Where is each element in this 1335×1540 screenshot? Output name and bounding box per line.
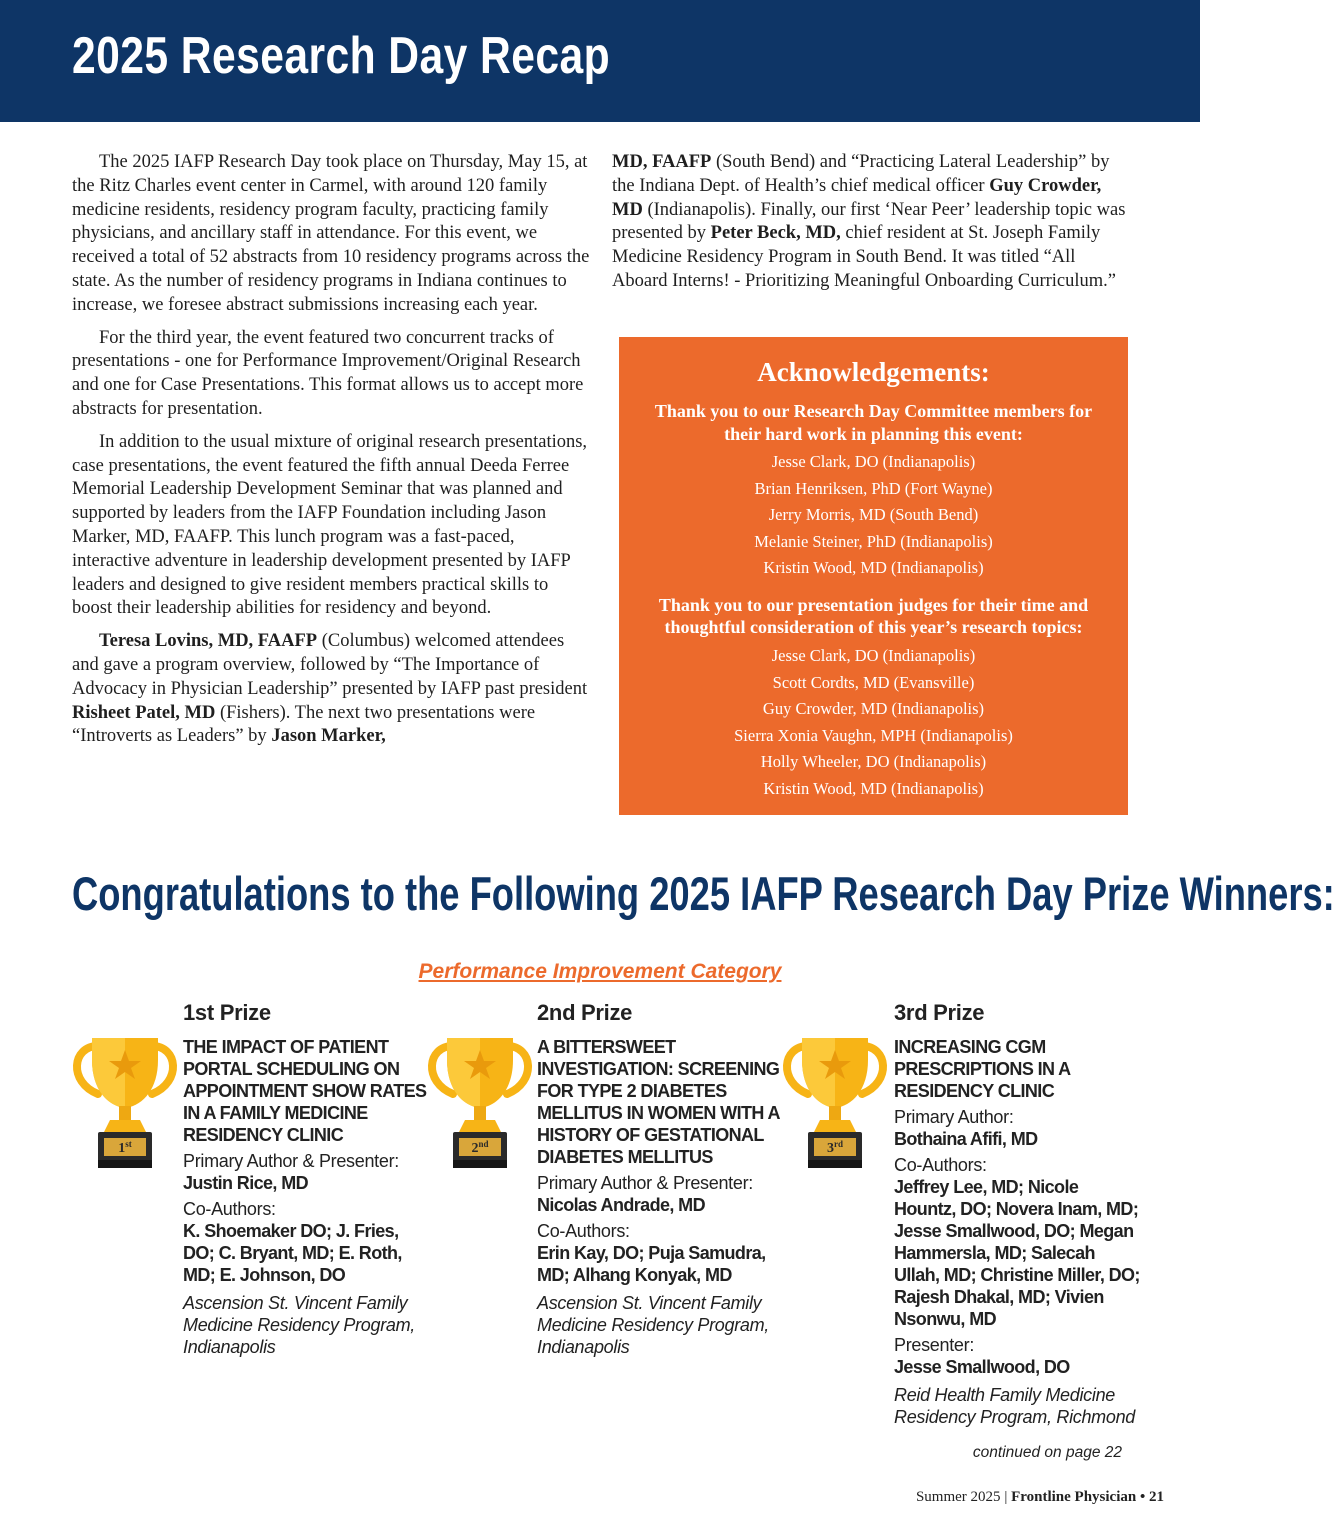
institution: Ascension St. Vincent Family Medicine Residency Program, Indianapolis [537,1293,769,1357]
svg-text:2nd: 2nd [471,1139,489,1156]
trophy-icon [70,1032,180,1172]
committee-member: Brian Henriksen, PhD (Fort Wayne) [754,478,993,498]
header-banner [0,0,1200,122]
judge: Jesse Clark, DO (Indianapolis) [771,645,976,665]
project-title: A BITTERSWEET INVESTIGATION: SCREENING FOR TYPE 2 DIABETES MELLITUS IN WOMEN WITH A HISTORY OF GESTATIONAL DIABETES MELLITUS [537,1037,780,1167]
speaker-name: Peter Beck, MD, [710,223,841,244]
article-paragraph: For the third year, the event featured two concurrent tracks of presentations - one for Performance Improvement/Original Research and one for Case Presentations. This format allows us to accept more abstracts for presentation. [72,327,584,419]
judge: Kristin Wood, MD (Indianapolis) [763,778,984,798]
issue-label: Summer 2025 [915,1489,1001,1505]
coauthors-label: Co-Authors: [894,1155,987,1175]
page-number: 21 [1149,1489,1164,1505]
author-label: Primary Author & Presenter: [183,1151,399,1171]
primary-author: Justin Rice, MD [183,1173,309,1193]
committee-member: Jesse Clark, DO (Indianapolis) [771,452,976,471]
article-paragraph: In addition to the usual mixture of original research presentations, case presentations, the event featured the fifth annual Deeda Ferree Memorial Leadership Development Seminar that was planned and supported by leaders from the IAFP Foundation including Jason Marker, MD, FAAFP. This lunch program was a fast-paced, interactive adventure in leadership development presented by IAFP leaders and designed to give resident members practical skills to boost their leadership abilities for residency and beyond. [72,431,588,619]
article-column-left [72,151,592,758]
judge: Holly Wheeler, DO (Indianapolis) [760,752,987,772]
winners-heading: Congratulations to the Following 2025 IAFP Research Day Prize Winners: [72,867,1335,920]
speaker-name: Guy Crowder, MD [612,175,1102,220]
coauthors-label: Co-Authors: [537,1221,630,1241]
article-paragraph: MD, FAAFP (South Bend) and “Practicing Lateral Leadership” by the Indiana Dept. of Health’s chief medical officer Guy Crowder, MD (Indianapolis). Finally, our first ‘Near Peer’ leadership topic was presented by Peter Beck, MD, chief resident at St. Joseph Family Medicine Residency Program in South Bend. It was titled “All Aboard Interns! - Prioritizing Meaningful Onboarding Curriculum.” [612,152,1126,291]
prize-third [894,1000,1144,1428]
acknowledgements-box [619,337,1128,815]
prize-first [183,1000,433,1358]
category-heading: Performance Improvement Category [418,960,782,983]
judges-intro: Thank you to our presentation judges for their time and thoughtful consideration of this year’s research topics: [658,594,1089,638]
article-column-right [612,151,1132,303]
committee-member: Jerry Morris, MD (South Bend) [768,505,979,525]
coauthors-label: Co-Authors: [183,1199,276,1219]
coauthors: Jeffrey Lee, MD; Nicole Hountz, DO; Novera Inam, MD; Jesse Smallwood, DO; Megan Hammersla, MD; Salecah Ullah, MD; Christine Miller, DO; Rajesh Dhakal, MD; Vivien Nsonwu, MD [894,1177,1140,1329]
speaker-name: MD, FAAFP [612,152,712,172]
speaker-name: Jason Marker, [271,726,386,747]
page-footer [916,1489,1164,1506]
coauthors: Erin Kay, DO; Puja Samudra, MD; Alhang Konyak, MD [537,1243,766,1285]
footer-bullet: • [1139,1489,1146,1505]
author-label: Primary Author: [894,1107,1014,1127]
prize-place: 3rd Prize [894,1000,985,1025]
judge: Scott Cordts, MD (Evansville) [772,672,975,692]
prize-place: 1st Prize [183,1000,271,1025]
speaker-name: Teresa Lovins, MD, FAAFP [99,631,318,652]
committee-list [619,449,1128,582]
committee-intro: Thank you to our Research Day Committee members for their hard work in planning this event: [654,401,1093,444]
continued-note: continued on page 22 [972,1444,1122,1461]
primary-author: Nicolas Andrade, MD [537,1195,705,1215]
article-paragraph: The 2025 IAFP Research Day took place on Thursday, May 15, at the Ritz Charles event center in Carmel, with around 120 family medicine residents, residency program faculty, practicing family physicians, and ancillary staff in attendance. For this event, we received a total of 52 abstracts from 10 residency programs across the state. As the number of residency programs in Indiana continues to increase, we foresee abstract submissions increasing each year. [72,152,590,315]
article-paragraph: Teresa Lovins, MD, FAAFP (Columbus) welcomed attendees and gave a program overview, followed by “The Importance of Advocacy in Physician Leadership” presented by IAFP past president Risheet Patel, MD (Fishers). The next two presentations were “Introverts as Leaders” by Jason Marker, [72,631,588,747]
project-title: INCREASING CGM PRESCRIPTIONS IN A RESIDENCY CLINIC [894,1037,1070,1101]
institution: Reid Health Family Medicine Residency Program, Richmond [894,1385,1135,1427]
page-title: 2025 Research Day Recap [72,27,611,85]
project-title: THE IMPACT OF PATIENT PORTAL SCHEDULING ON APPOINTMENT SHOW RATES IN A FAMILY MEDICINE RESIDENCY CLINIC [183,1037,427,1145]
prize-place: 2nd Prize [537,1000,633,1025]
judge: Sierra Xonia Vaughn, MPH (Indianapolis) [734,725,1013,745]
trophy-icon [425,1032,535,1172]
publication-name: Frontline Physician [1011,1489,1137,1505]
svg-text:3rd: 3rd [827,1139,843,1156]
footer-separator: | [1004,1489,1008,1505]
judge: Guy Crowder, MD (Indianapolis) [762,699,985,719]
trophy-icon [780,1032,890,1172]
speaker-name: Risheet Patel, MD [72,702,216,723]
committee-member: Melanie Steiner, PhD (Indianapolis) [754,531,993,551]
presenter: Jesse Smallwood, DO [894,1357,1070,1377]
acknowledgements-title: Acknowledgements: [757,357,990,387]
coauthors: K. Shoemaker DO; J. Fries, DO; C. Bryant, MD; E. Roth, MD; E. Johnson, DO [183,1221,402,1285]
author-label: Primary Author & Presenter: [537,1173,753,1193]
presenter-label: Presenter: [894,1335,975,1355]
prize-second [537,1000,782,1358]
committee-member: Kristin Wood, MD (Indianapolis) [763,558,984,578]
svg-text:1st: 1st [118,1139,132,1156]
judges-list [619,643,1128,803]
institution: Ascension St. Vincent Family Medicine Residency Program, Indianapolis [183,1293,415,1357]
primary-author: Bothaina Afifi, MD [894,1129,1038,1149]
